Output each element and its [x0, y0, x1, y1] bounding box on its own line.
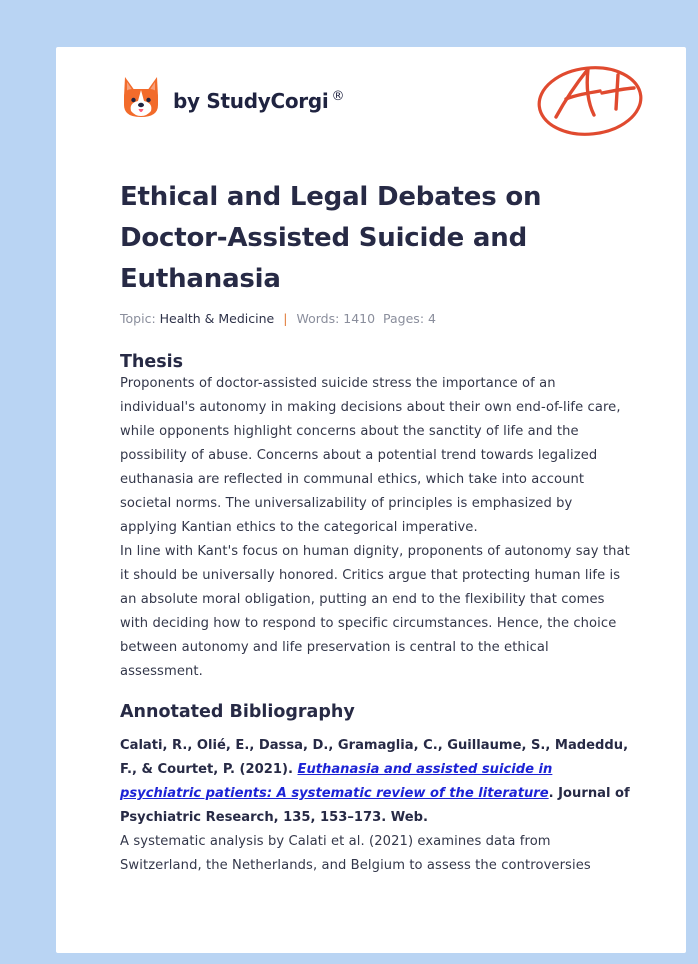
document-meta — [120, 311, 632, 326]
meta-separator: | — [283, 311, 288, 326]
citation-source: . Journal of Psychiatric Research, 135, 153–173. Web. — [120, 786, 630, 825]
document-content — [120, 177, 632, 878]
a-plus-grade-badge — [536, 57, 650, 139]
citation-link[interactable]: Euthanasia and assisted suicide in psychiatric patients: A systematic review of the literature — [120, 762, 553, 801]
registered-mark: ® — [331, 89, 345, 105]
header — [56, 47, 686, 177]
topic-link[interactable]: Health & Medicine — [159, 311, 275, 326]
brand-text: by StudyCorgi — [173, 89, 329, 113]
page-count: Pages: 4 — [383, 311, 436, 326]
thesis-paragraph-2: In line with Kant's focus on human dignity, proponents of autonomy say that it should be universally honored. Critics argue that protecting human life is an absolute moral obligation, putting an end to the flexibility that comes with deciding how to respond to specific circumstances. Hence, the choice between autonomy and life preservation is central to the ethical assessment. — [120, 544, 630, 679]
citation-authors: Calati, R., Olié, E., Dassa, D., Gramaglia, C., Guillaume, S., Madeddu, F., & Courtet, P. (2021). — [120, 738, 629, 777]
citation-entry — [120, 734, 632, 830]
document-page — [56, 47, 686, 953]
topic-label: Topic: — [120, 311, 156, 326]
corgi-icon — [121, 75, 161, 119]
thesis-paragraph-1: Proponents of doctor-assisted suicide stress the importance of an individual's autonomy in making decisions about their own end-of-life care, while opponents highlight concerns about the sanctity of life and the possibility of abuse. Concerns about a potential trend towards legalized euthanasia are reflected in communal ethics, which take into account societal norms. The universalizability of principles is emphasized by applying Kantian ethics to the categorical imperative. — [120, 376, 621, 535]
annotation-paragraph: A systematic analysis by Calati et al. (2021) examines data from Switzerland, the Netherlands, and Belgium to assess the controversies — [120, 834, 591, 873]
thesis-heading: Thesis — [120, 352, 184, 372]
document-title: Ethical and Legal Debates on Doctor-Assisted Suicide and Euthanasia — [120, 182, 542, 294]
brand-name — [173, 89, 344, 113]
bibliography-heading: Annotated Bibliography — [120, 702, 355, 722]
studycorgi-logo[interactable] — [121, 75, 344, 119]
word-count: Words: 1410 — [296, 311, 376, 326]
